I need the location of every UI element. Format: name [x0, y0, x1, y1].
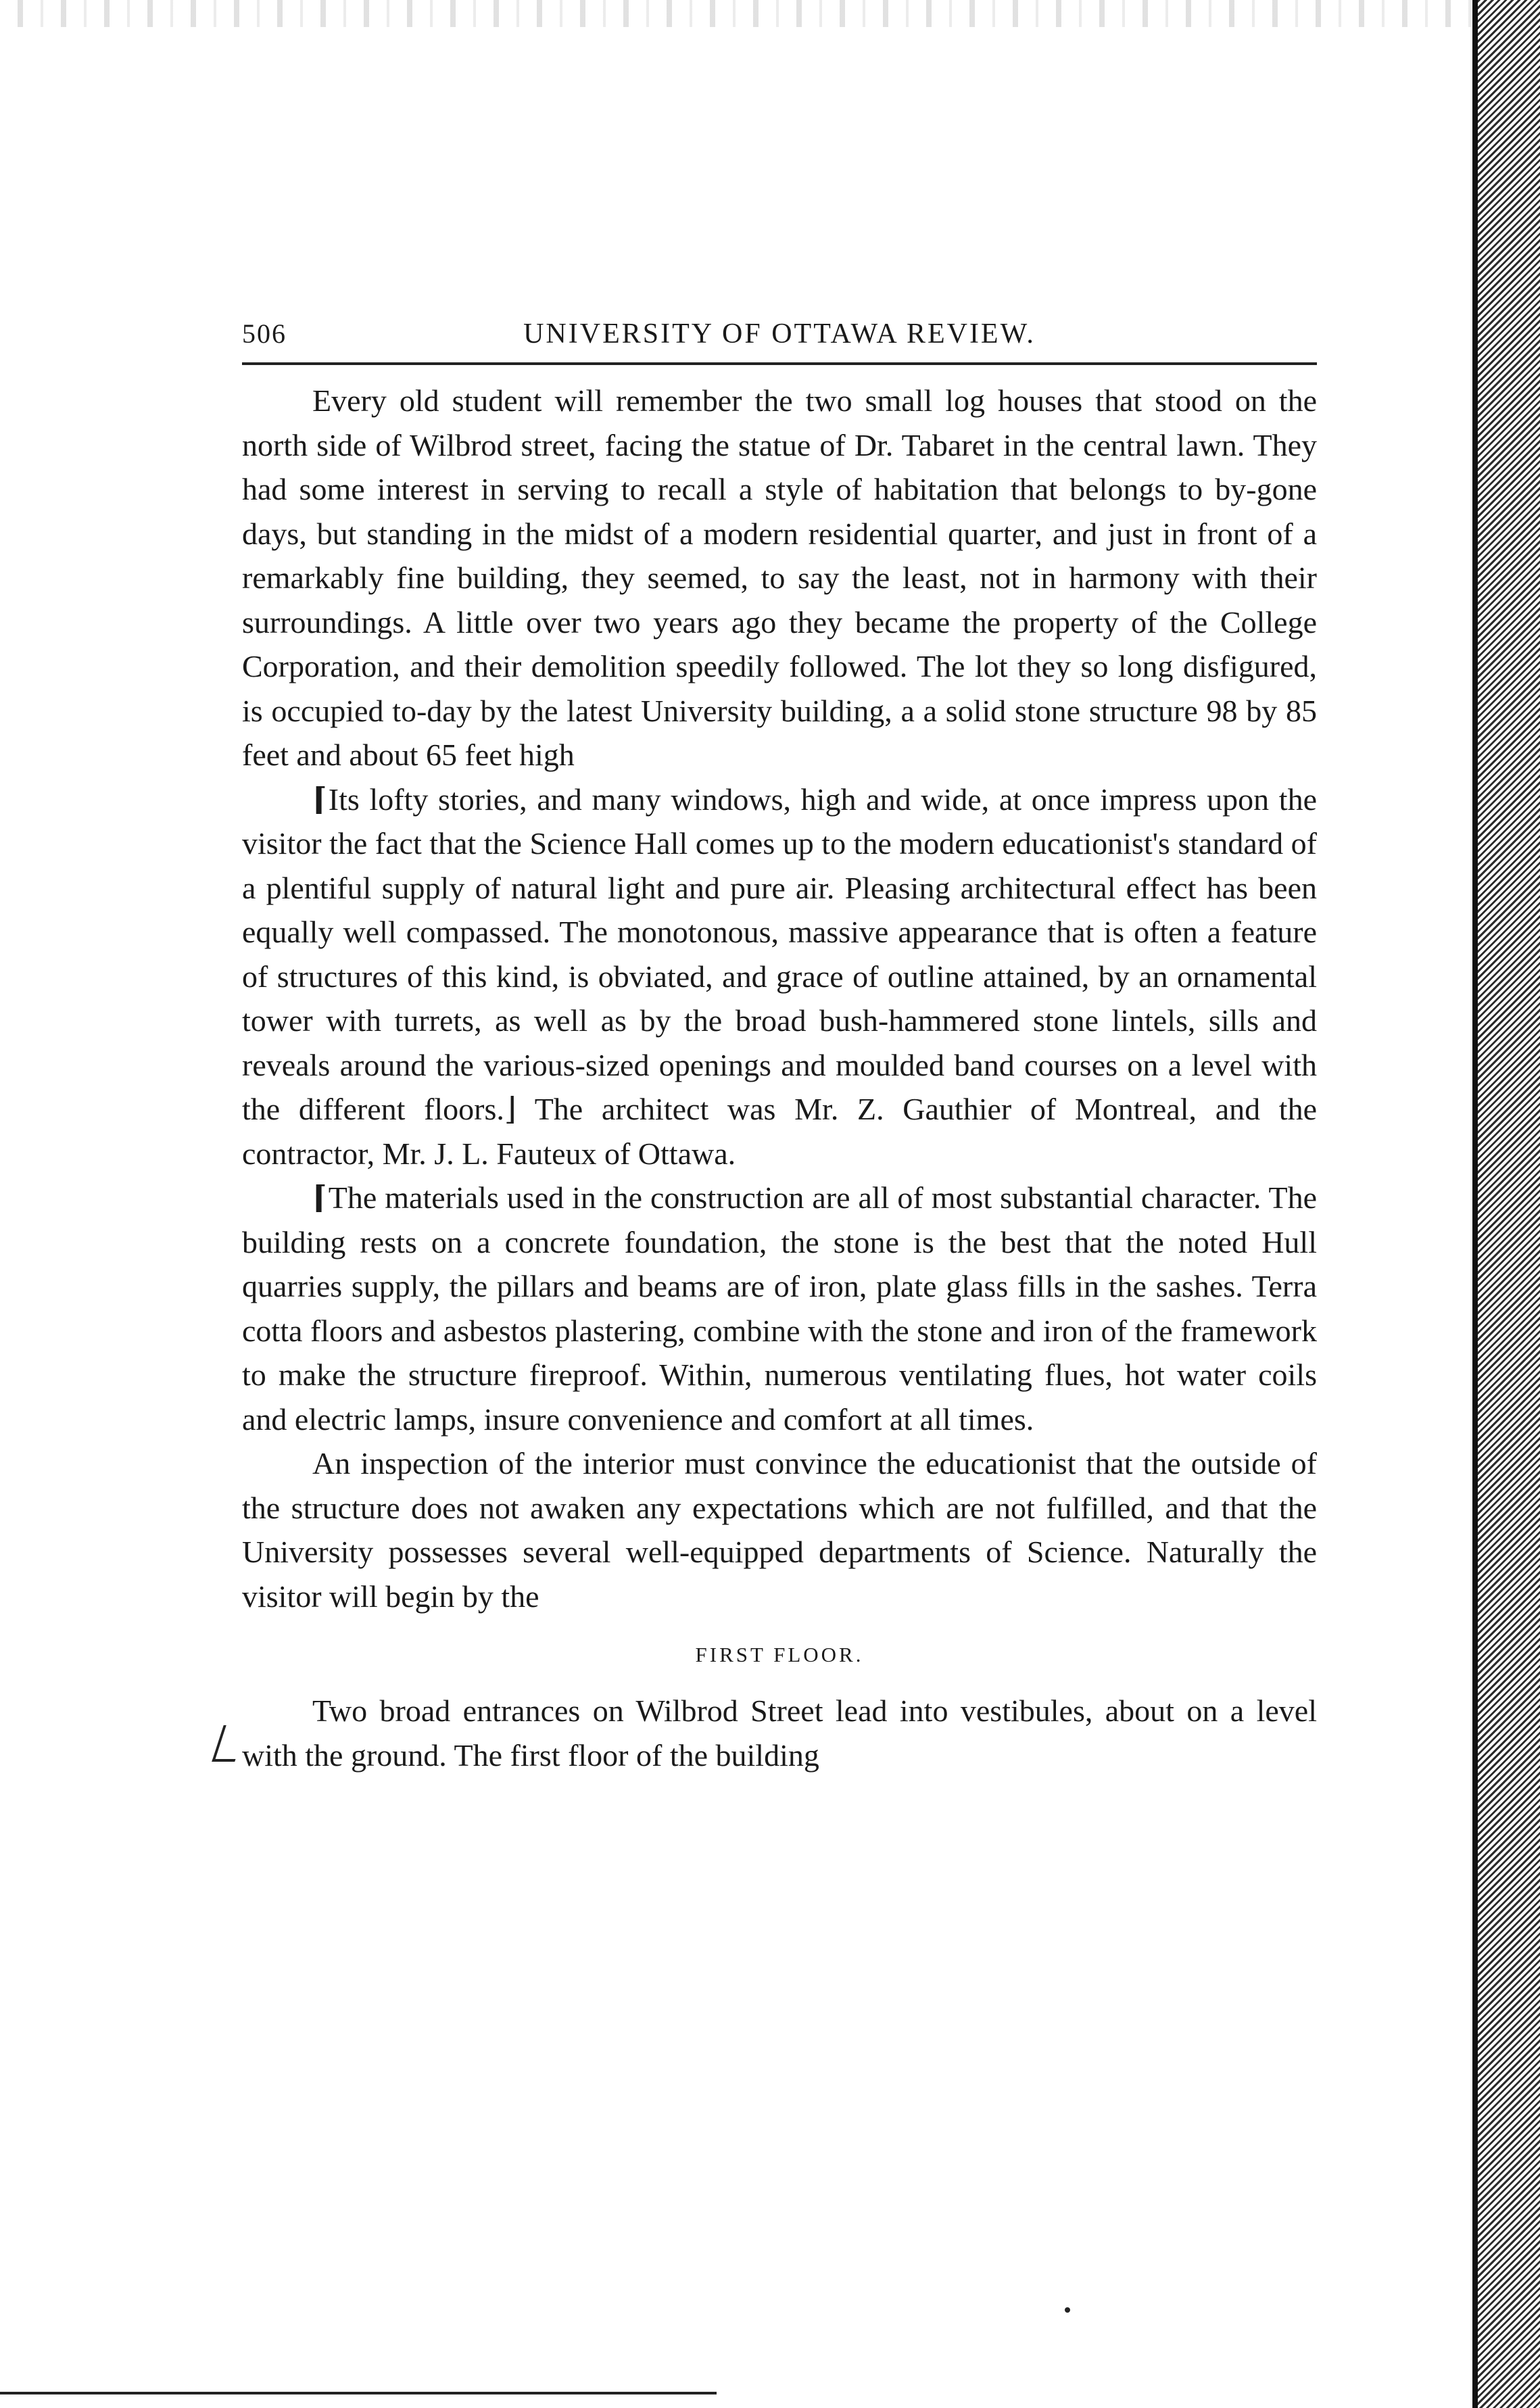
page-number: 506 — [242, 318, 287, 349]
paragraph-3-mark: ⌈ — [312, 1180, 327, 1215]
header-rule — [242, 362, 1317, 365]
closing-paragraph-text: Two broad entrances on Wilbrod Street lead into vestibules, about on a level with the ground. The first floor of the building — [242, 1693, 1317, 1773]
paragraph-4-text: An inspection of the interior must convince the educationist that the outside of the structure does not awaken any expectations which are not fulfilled, and that the University possesses several well-equipped departments of Science. Naturally the visitor will begin by the — [242, 1446, 1317, 1614]
paragraph-2 — [242, 777, 1317, 1176]
paragraph-1-text: Every old student will remember the two small log houses that stood on the north side of Wilbrod street, facing the statue of Dr. Tabaret in the central lawn. They had some interest in serving to recall a style of habitation that belongs to by-gone days, but standing in the midst of a modern residential quarter, and just in front of a remarkably fine building, they seemed, to say the least, not in harmony with their surroundings. A little over two years ago they became the property of the College Corporation, and their demolition speedily followed. The lot they so long disfigured, is occupied to-day by the latest University building, a a solid stone structure 98 by 85 feet and about 65 feet high — [242, 383, 1317, 772]
running-head: UNIVERSITY OF OTTAWA REVIEW. — [523, 318, 1036, 350]
ink-dot — [1065, 2307, 1070, 2313]
section-heading: FIRST FLOOR. — [695, 1643, 864, 1666]
page-header — [242, 318, 1317, 362]
paragraph-2-text: Its lofty stories, and many windows, high and wide, at once impress upon the visitor the fact that the Science Hall comes up to the modern educationist's standard of a plentiful supply of natural light and pure air. Pleasing architectural effect has been equally well compassed. The monotonous, massive appearance that is often a feature of structures of this kind, is obviated, and grace of outline attained, by an ornamental tower with turrets, as well as by the broad bush-hammered stone lintels, sills and reveals around the various-sized openings and moulded band courses on a level with the different floors.⌋ The architect was Mr. Z. Gauthier of Montreal, and the contractor, Mr. J. L. Fauteux of Ottawa. — [242, 781, 1317, 1171]
paragraph-3 — [242, 1176, 1317, 1441]
closing-paragraph — [242, 1689, 1317, 1777]
bottom-rule — [0, 2392, 717, 2394]
book-binding-edge — [1472, 0, 1540, 2408]
paragraph-2-mark: ⌈ — [312, 781, 327, 817]
page-content — [242, 318, 1317, 1777]
paragraph-1 — [242, 379, 1317, 777]
scan-top-noise — [0, 0, 1540, 27]
paragraph-3-text: The materials used in the construction are all of most substantial character. The building rests on a concrete foundation, the stone is the best that the noted Hull quarries supply, the pillars and beams are of iron, plate glass fills in the sashes. Terra cotta floors and asbestos plastering, combine with the stone and iron of the framework to make the structure fireproof. Within, numerous ventilating flues, hot water coils and electric lamps, insure convenience and comfort at all times. — [242, 1180, 1317, 1437]
paragraph-4 — [242, 1441, 1317, 1618]
